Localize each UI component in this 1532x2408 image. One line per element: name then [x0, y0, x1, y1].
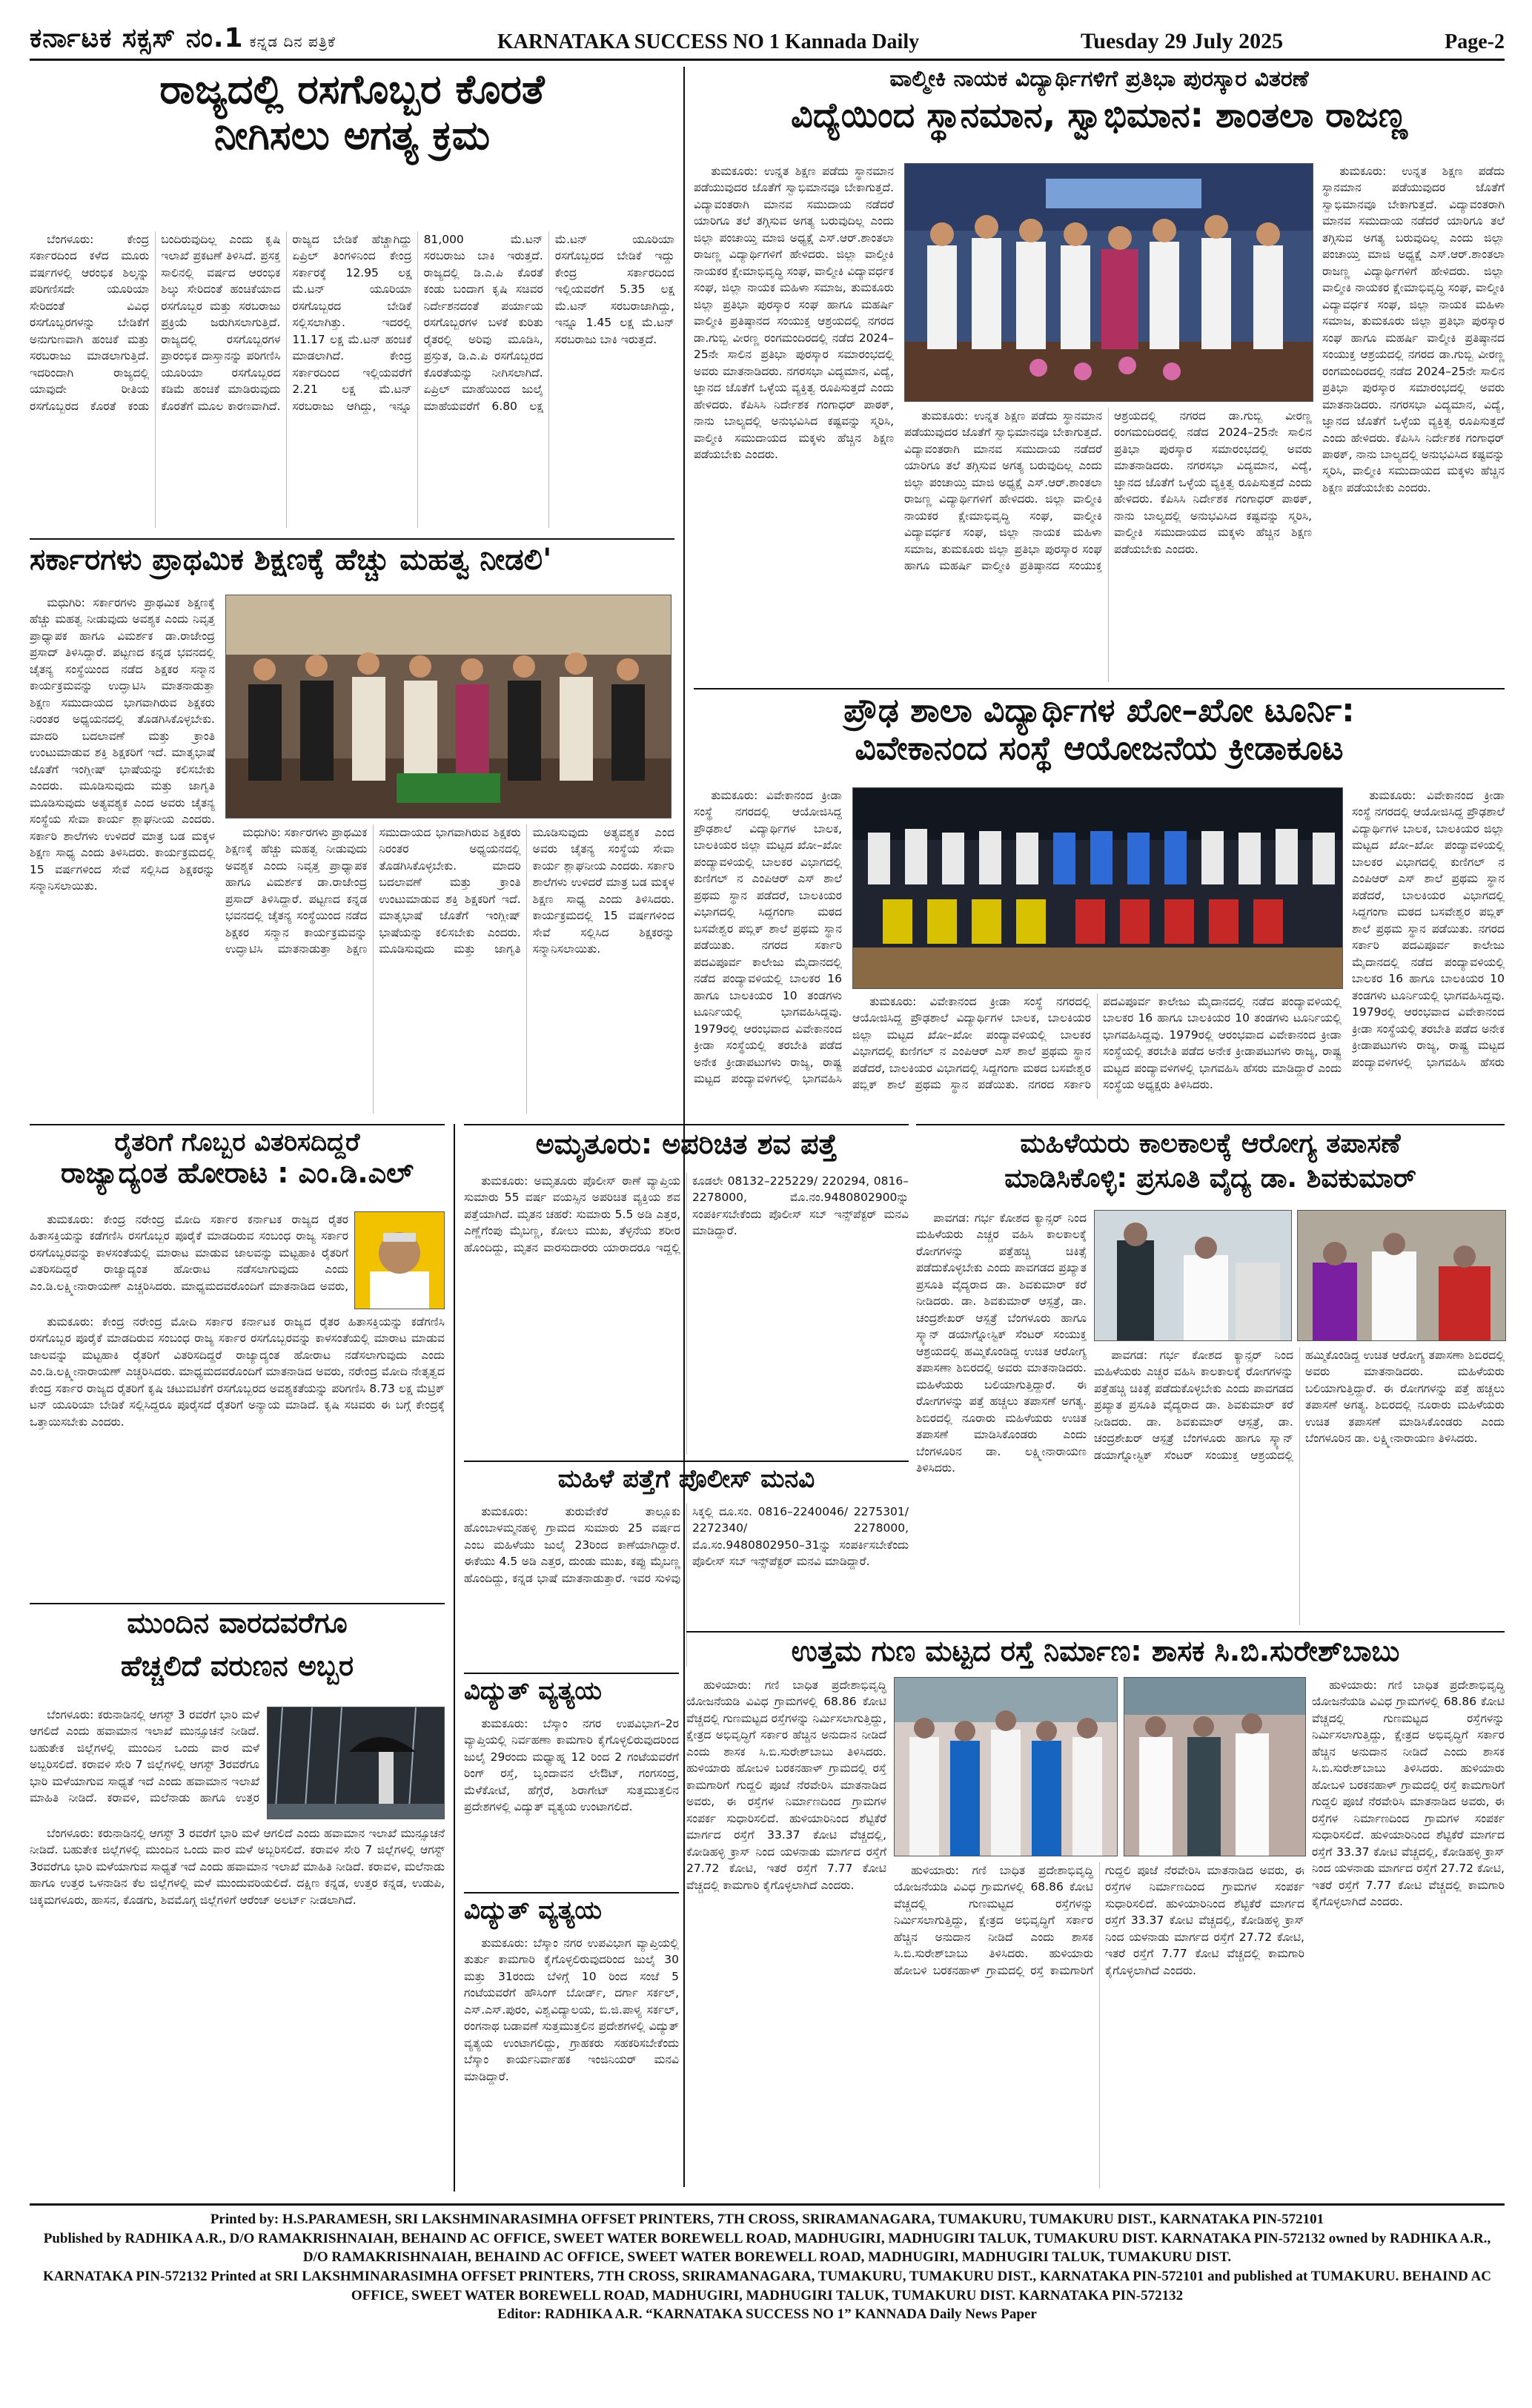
masthead — [30, 16, 1505, 61]
imprint-printed-by: Printed by: H.S.PARAMESH, SRI LAKSHMINARASIMHA OFFSET PRINTERS, 7TH CROSS, SRIRAMANAGARA, TUMAKURU, TUMAKURU DIST., KARNATAKA PIN-572101 — [210, 2212, 1324, 2227]
section-divider — [694, 688, 1505, 689]
article-power-1 — [464, 1677, 679, 1706]
article-rain-headline-1: ಮುಂದಿನ ವಾರದವರೆಗೂ — [127, 1607, 348, 1639]
photo-md-lakshminarayan — [354, 1211, 445, 1309]
article-health-text: ಪಾವಗಡ: ಗರ್ಭ ಕೋಶದ ಕ್ಯಾನ್ಸರ್ ನಿಂದ ಮಹಿಳೆಯರು ಎಚ್ಚರ ವಹಿಸಿ ಕಾಲಕಾಲಕ್ಕೆ ರೋಗಗಳನ್ನು ಪತ್ತೆಹಚ್ಚಿ ಚಿಕಿತ್ಸೆ ಪಡೆದುಕೊಳ್ಳಬೇಕು ಎಂದು ಪಾವಗಡದ ಪ್ರಖ್ಯಾತ ಪ್ರಸೂತಿ ವೈದ್ಯರಾದ ಡಾ. ಶಿವಕುಮಾರ್ ಕರೆ ನೀಡಿದರು. ಡಾ. ಶಿವಕುಮಾರ್ ಆಸ್ಪತ್ರೆ, ಡಾ. ಚಂದ್ರಶೇಖರ್ ಆಸ್ಪತ್ರೆ ಬೆಂಗಳೂರು ಹಾಗೂ ಸ್ಕ್ಯಾನ್ ಡಯಾಗ್ನೋಸ್ಟಿಕ್ ಸೆಂಟರ್ ಸಂಯುಕ್ತ ಆಶ್ರಯದಲ್ಲಿ ಹಮ್ಮಿಕೊಂಡಿದ್ದ ಉಚಿತ ಆರೋಗ್ಯ ತಪಾಸಣಾ ಶಿಬಿರದಲ್ಲಿ ಅವರು ಮಾತನಾಡಿದರು. ಮಹಿಳೆಯರು ಬಲಿಯಾಗುತ್ತಿದ್ದಾರೆ. ಈ ರೋಗಗಳನ್ನು ಪತ್ತೆ ಹಚ್ಚಲು ತಪಾಸಣೆ ಅಗತ್ಯ. ಶಿಬಿರದಲ್ಲಿ ನೂರಾರು ಮಹಿಳೆಯರು ಉಚಿತ ತಪಾಸಣೆ ಮಾಡಿಸಿಕೊಂಡರು ಎಂದು ಬೆಂಗಳೂರಿನ ಡಾ. ಲಕ್ಷ್ಮೀನಾರಾಯಣ ತಿಳಿಸಿದರು. — [916, 1211, 1087, 1475]
article-missing-headline: ಮಹಿಳೆ ಪತ್ತೆಗೆ ಪೊಲೀಸ್ ಮನವಿ — [557, 1464, 815, 1494]
article-khokho-text: ತುಮಕೂರು: ವಿವೇಕಾನಂದ ಕ್ರೀಡಾ ಸಂಸ್ಥೆ ನಗರದಲ್ಲಿ ಆಯೋಜಿಸಿದ್ದ ಪ್ರೌಢಶಾಲೆ ವಿದ್ಯಾರ್ಥಿಗಳ ಬಾಲಕ, ಬಾಲಕಿಯರ ಜಿಲ್ಲಾ ಮಟ್ಟದ ಖೋ–ಖೋ ಪಂದ್ಯಾವಳಿಯಲ್ಲಿ ಬಾಲಕರ ವಿಭಾಗದಲ್ಲಿ ಕುಣಿಗಲ್ ನ ಎಂಪಿಆರ್ ಎಸ್ ಶಾಲೆ ಪ್ರಥಮ ಸ್ಥಾನ ಪಡೆದರೆ, ಬಾಲಕಿಯರ ವಿಭಾಗದಲ್ಲಿ ಸಿದ್ದಗಂಗಾ ಮಠದ ಬಸವೇಶ್ವರ ಪಬ್ಲಿಕ್ ಶಾಲೆ ಪ್ರಥಮ ಸ್ಥಾನ ಪಡೆಯಿತು. ನಗರದ ಸರ್ಕಾರಿ ಪದವಿಪೂರ್ವ ಕಾಲೇಜು ಮೈದಾನದಲ್ಲಿ ನಡೆದ ಪಂದ್ಯಾವಳಿಯಲ್ಲಿ ಬಾಲಕರ 16 ಹಾಗೂ ಬಾಲಕಿಯರ 10 ತಂಡಗಳು ಟೂರ್ನಿಯಲ್ಲಿ ಭಾಗವಹಿಸಿದ್ದವು. 1979ರಲ್ಲಿ ಆರಂಭವಾದ ವಿವೇಕಾನಂದ ಕ್ರೀಡಾ ಸಂಸ್ಥೆಯಲ್ಲಿ ತರಬೇತಿ ಪಡೆದ ಅನೇಕ ಕ್ರೀಡಾಪಟುಗಳು ರಾಜ್ಯ, ರಾಷ್ಟ್ರ ಮಟ್ಟದ ಪಂದ್ಯಾವಳಿಗಳಲ್ಲಿ ಭಾಗವಹಿಸಿ — [694, 789, 842, 1085]
article-fertilizer-body — [30, 231, 674, 528]
article-road — [686, 1635, 1505, 1668]
article-protest-headline-1: ರೈತರಿಗೆ ಗೊಬ್ಬರ ವಿತರಿಸದಿದ್ದರೆ — [114, 1128, 360, 1157]
article-health-body-bottom — [1094, 1347, 1505, 1625]
article-rain-text-continued: ಬೆಂಗಳೂರು: ಕರುನಾಡಿನಲ್ಲಿ ಆಗಸ್ಟ್ 3 ರವರೆಗೆ ಭಾರಿ ಮಳೆ ಆಗಲಿದೆ ಎಂದು ಹವಾಮಾನ ಇಲಾಖೆ ಮುನ್ಸೂಚನೆ ನೀಡಿದೆ. ಬಹುತೇಕ ಜಿಲ್ಲೆಗಳಲ್ಲಿ ಮುಂದಿನ ಒಂದು ವಾರ ಮಳೆ ಅಬ್ಬರಿಸಲಿದೆ. ಕರಾವಳಿ ಸೇರಿ 7 ಜಿಲ್ಲೆಗಳಲ್ಲಿ ಆಗಸ್ಟ್ 3ರವರೆಗೂ ಭಾರಿ ಮಳೆಯಾಗುವ ಸಾಧ್ಯತೆ ಇದೆ ಎಂದು ಹವಾಮಾನ ಇಲಾಖೆ ಮಾಹಿತಿ ನೀಡಿದೆ. ಕರಾವಳಿ, ಮಲೆನಾಡು ಹಾಗೂ ಉತ್ತರ ಒಳನಾಡಿನ ಕೆಲ ಜಿಲ್ಲೆಗಳಲ್ಲಿ ಮಳೆ ಮುಂದುವರಿಯಲಿದೆ. ದಕ್ಷಿಣ ಕನ್ನಡ, ಉತ್ತರ ಕನ್ನಡ, ಉಡುಪಿ, ಚಿಕ್ಕಮಗಳೂರು, ಹಾಸನ, ಕೊಡಗು, ಶಿವಮೊಗ್ಗ ಜಿಲ್ಲೆಗಳಿಗೆ ಆರೆಂಜ್ ಅಲರ್ಟ್ ನೀಡಲಾಗಿದೆ. — [30, 1827, 445, 1907]
article-fertilizer-headline-2: ನೀಗಿಸಲು ಅಗತ್ಯ ಕ್ರಮ — [213, 112, 491, 159]
imprint-footer — [30, 2203, 1505, 2324]
article-valmiki — [694, 67, 1505, 134]
article-khokho-text-bottom: ತುಮಕೂರು: ವಿವೇಕಾನಂದ ಕ್ರೀಡಾ ಸಂಸ್ಥೆ ನಗರದಲ್ಲಿ ಆಯೋಜಿಸಿದ್ದ ಪ್ರೌಢಶಾಲೆ ವಿದ್ಯಾರ್ಥಿಗಳ ಬಾಲಕ, ಬಾಲಕಿಯರ ಜಿಲ್ಲಾ ಮಟ್ಟದ ಖೋ–ಖೋ ಪಂದ್ಯಾವಳಿಯಲ್ಲಿ ಬಾಲಕರ ವಿಭಾಗದಲ್ಲಿ ಕುಣಿಗಲ್ ನ ಎಂಪಿಆರ್ ಎಸ್ ಶಾಲೆ ಪ್ರಥಮ ಸ್ಥಾನ ಪಡೆದರೆ, ಬಾಲಕಿಯರ ವಿಭಾಗದಲ್ಲಿ ಸಿದ್ದಗಂಗಾ ಮಠದ ಬಸವೇಶ್ವರ ಪಬ್ಲಿಕ್ ಶಾಲೆ ಪ್ರಥಮ ಸ್ಥಾನ ಪಡೆಯಿತು. ನಗರದ ಸರ್ಕಾರಿ ಪದವಿಪೂರ್ವ ಕಾಲೇಜು ಮೈದಾನದಲ್ಲಿ ನಡೆದ ಪಂದ್ಯಾವಳಿಯಲ್ಲಿ ಬಾಲಕರ 16 ಹಾಗೂ ಬಾಲಕಿಯರ 10 ತಂಡಗಳು ಟೂರ್ನಿಯಲ್ಲಿ ಭಾಗವಹಿಸಿದ್ದವು. 1979ರಲ್ಲಿ ಆರಂಭವಾದ ವಿವೇಕಾನಂದ ಕ್ರೀಡಾ ಸಂಸ್ಥೆಯಲ್ಲಿ ತರಬೇತಿ ಪಡೆದ ಅನೇಕ ಕ್ರೀಡಾಪಟುಗಳು ರಾಜ್ಯ, ರಾಷ್ಟ್ರ ಮಟ್ಟದ ಪಂದ್ಯಾವಳಿಗಳಲ್ಲಿ ಭಾಗವಹಿಸಿ ಹೆಸರು ಮಾಡಿದ್ದಾರೆ ಎಂದು ಸಂಸ್ಥೆಯ ಅಧ್ಯಕ್ಷರು ತಿಳಿಸಿದರು. — [852, 995, 1342, 1092]
photo-rain-umbrella — [267, 1707, 445, 1819]
article-valmiki-kicker: ವಾಲ್ಮೀಕಿ ನಾಯಕ ವಿದ್ಯಾರ್ಥಿಗಳಿಗೆ ಪ್ರತಿಭಾ ಪುರಸ್ಕಾರ ವಿತರಣೆ — [889, 66, 1309, 92]
article-khokho-headline-1: ಪ್ರೌಢ ಶಾಲಾ ವಿದ್ಯಾರ್ಥಿಗಳ ಖೋ–ಖೋ ಟೂರ್ನಿ: — [843, 692, 1355, 730]
article-road-body-left — [686, 1677, 886, 2189]
article-protest — [30, 1128, 445, 1190]
article-power-2-body — [464, 1935, 679, 2187]
article-valmiki-text: ತುಮಕೂರು: ಉನ್ನತ ಶಿಕ್ಷಣ ಪಡೆದು ಸ್ಥಾನಮಾನ ಪಡೆಯುವುದರ ಜೊತೆಗೆ ಸ್ವಾಭಿಮಾನವೂ ಬೇಕಾಗುತ್ತದೆ. ವಿದ್ಯಾವಂತರಾಗಿ ಮಾನವ ಸಮುದಾಯ ನಡೆದರೆ ಯಾರಿಗೂ ತಲೆ ತಗ್ಗಿಸುವ ಅಗತ್ಯ ಬರುವುದಿಲ್ಲ ಎಂದು ಜಿಲ್ಲಾ ಪಂಚಾಯ್ತಿ ಮಾಜಿ ಅಧ್ಯಕ್ಷೆ ಎಸ್.ಆರ್.ಶಾಂತಲಾ ರಾಜಣ್ಣ ವಿದ್ಯಾರ್ಥಿಗಳಿಗೆ ಹೇಳಿದರು. ಜಿಲ್ಲಾ ವಾಲ್ಮೀಕಿ ನಾಯಕರ ಕ್ಷೇಮಾಭಿವೃದ್ಧಿ ಸಂಘ, ವಾಲ್ಮೀಕಿ ವಿದ್ಯಾವರ್ಧಕ ಸಂಘ, ಜಿಲ್ಲಾ ನಾಯಕ ಮಹಿಳಾ ಸಮಾಜ, ತುಮಕೂರು ಜಿಲ್ಲಾ ಪ್ರತಿಭಾ ಪುರಸ್ಕಾರ ಸಂಘ ಹಾಗೂ ಮಹರ್ಷಿ ವಾಲ್ಮೀಕಿ ಪ್ರತಿಷ್ಠಾನದ ಸಂಯುಕ್ತ ಆಶ್ರಯದಲ್ಲಿ ನಗರದ ಡಾ.ಗುಬ್ಬಿ ವೀರಣ್ಣ ರಂಗಮಂದಿರದಲ್ಲಿ ನಡೆದ 2024–25ನೇ ಸಾಲಿನ ಪ್ರತಿಭಾ ಪುರಸ್ಕಾರ ಸಮಾರಂಭದಲ್ಲಿ ಅವರು ಮಾತನಾಡಿದರು. ನಗರಸಭಾ ವಿದ್ಯಮಾನ, ವಿದ್ಯೆ, ಜ್ಞಾನದ ಜೊತೆಗೆ ಒಳ್ಳೆಯ ವ್ಯಕ್ತಿತ್ವ ರೂಪಿಸುತ್ತದೆ ಎಂದು ಹೇಳಿದರು. ಕೆಪಿಸಿಸಿ ನಿರ್ದೇಶಕ ಗಂಗಾಧರ್ ಪಾಠಕ್, ನಾನು ಬಾಲ್ಯದಲ್ಲಿ ಅನುಭವಿಸಿದ ಕಷ್ಟವನ್ನು ಸ್ಮರಿಸಿ, ವಾಲ್ಮೀಕಿ ಸಮುದಾಯದ ಮಕ್ಕಳು ಹೆಚ್ಚಿನ ಶಿಕ್ಷಣ ಪಡೆಯಬೇಕು ಎಂದರು. — [694, 165, 894, 461]
section-divider — [464, 1124, 909, 1125]
photo-road-inauguration-2 — [1124, 1677, 1306, 1856]
article-khokho-body-bottom — [852, 993, 1342, 1099]
brand-tagline: ಕನ್ನಡ ದಿನ ಪತ್ರಿಕೆ — [249, 33, 336, 50]
photo-teachers-felicitation — [225, 595, 672, 818]
article-valmiki-text-continued: ತುಮಕೂರು: ಉನ್ನತ ಶಿಕ್ಷಣ ಪಡೆದು ಸ್ಥಾನಮಾನ ಪಡೆಯುವುದರ ಜೊತೆಗೆ ಸ್ವಾಭಿಮಾನವೂ ಬೇಕಾಗುತ್ತದೆ. ವಿದ್ಯಾವಂತರಾಗಿ ಮಾನವ ಸಮುದಾಯ ನಡೆದರೆ ಯಾರಿಗೂ ತಲೆ ತಗ್ಗಿಸುವ ಅಗತ್ಯ ಬರುವುದಿಲ್ಲ ಎಂದು ಜಿಲ್ಲಾ ಪಂಚಾಯ್ತಿ ಮಾಜಿ ಅಧ್ಯಕ್ಷೆ ಎಸ್.ಆರ್.ಶಾಂತಲಾ ರಾಜಣ್ಣ ವಿದ್ಯಾರ್ಥಿಗಳಿಗೆ ಹೇಳಿದರು. ಜಿಲ್ಲಾ ವಾಲ್ಮೀಕಿ ನಾಯಕರ ಕ್ಷೇಮಾಭಿವೃದ್ಧಿ ಸಂಘ, ವಾಲ್ಮೀಕಿ ವಿದ್ಯಾವರ್ಧಕ ಸಂಘ, ಜಿಲ್ಲಾ ನಾಯಕ ಮಹಿಳಾ ಸಮಾಜ, ತುಮಕೂರು ಜಿಲ್ಲಾ ಪ್ರತಿಭಾ ಪುರಸ್ಕಾರ ಸಂಘ ಹಾಗೂ ಮಹರ್ಷಿ ವಾಲ್ಮೀಕಿ ಪ್ರತಿಷ್ಠಾನದ ಸಂಯುಕ್ತ ಆಶ್ರಯದಲ್ಲಿ ನಗರದ ಡಾ.ಗುಬ್ಬಿ ವೀರಣ್ಣ ರಂಗಮಂದಿರದಲ್ಲಿ ನಡೆದ 2024–25ನೇ ಸಾಲಿನ ಪ್ರತಿಭಾ ಪುರಸ್ಕಾರ ಸಮಾರಂಭದಲ್ಲಿ ಅವರು ಮಾತನಾಡಿದರು. ನಗರಸಭಾ ವಿದ್ಯಮಾನ, ವಿದ್ಯೆ, ಜ್ಞಾನದ ಜೊತೆಗೆ ಒಳ್ಳೆಯ ವ್ಯಕ್ತಿತ್ವ ರೂಪಿಸುತ್ತದೆ ಎಂದು ಹೇಳಿದರು. ಕೆಪಿಸಿಸಿ ನಿರ್ದೇಶಕ ಗಂಗಾಧರ್ ಪಾಠಕ್, ನಾನು ಬಾಲ್ಯದಲ್ಲಿ ಅನುಭವಿಸಿದ ಕಷ್ಟವನ್ನು ಸ್ಮರಿಸಿ, ವಾಲ್ಮೀಕಿ ಸಮುದಾಯದ ಮಕ್ಕಳು ಹೆಚ್ಚಿನ ಶಿಕ್ಷಣ ಪಡೆಯಬೇಕು ಎಂದರು. — [1322, 165, 1505, 494]
article-corpse — [464, 1128, 909, 1161]
article-protest-body — [30, 1211, 348, 1308]
article-corpse-headline: ಅಮೃತೂರು: ಅಪರಿಚಿತ ಶವ ಪತ್ತೆ — [535, 1128, 838, 1160]
article-health-headline-1: ಮಹಿಳೆಯರು ಕಾಲಕಾಲಕ್ಕೆ ಆರೋಗ್ಯ ತಪಾಸಣೆ — [1020, 1128, 1401, 1159]
article-valmiki-body-right — [1322, 163, 1505, 682]
article-valmiki-text-bottom: ತುಮಕೂರು: ಉನ್ನತ ಶಿಕ್ಷಣ ಪಡೆದು ಸ್ಥಾನಮಾನ ಪಡೆಯುವುದರ ಜೊತೆಗೆ ಸ್ವಾಭಿಮಾನವೂ ಬೇಕಾಗುತ್ತದೆ. ವಿದ್ಯಾವಂತರಾಗಿ ಮಾನವ ಸಮುದಾಯ ನಡೆದರೆ ಯಾರಿಗೂ ತಲೆ ತಗ್ಗಿಸುವ ಅಗತ್ಯ ಬರುವುದಿಲ್ಲ ಎಂದು ಜಿಲ್ಲಾ ಪಂಚಾಯ್ತಿ ಮಾಜಿ ಅಧ್ಯಕ್ಷೆ ಎಸ್.ಆರ್.ಶಾಂತಲಾ ರಾಜಣ್ಣ ವಿದ್ಯಾರ್ಥಿಗಳಿಗೆ ಹೇಳಿದರು. ಜಿಲ್ಲಾ ವಾಲ್ಮೀಕಿ ನಾಯಕರ ಕ್ಷೇಮಾಭಿವೃದ್ಧಿ ಸಂಘ, ವಾಲ್ಮೀಕಿ ವಿದ್ಯಾವರ್ಧಕ ಸಂಘ, ಜಿಲ್ಲಾ ನಾಯಕ ಮಹಿಳಾ ಸಮಾಜ, ತುಮಕೂರು ಜಿಲ್ಲಾ ಪ್ರತಿಭಾ ಪುರಸ್ಕಾರ ಸಂಘ ಹಾಗೂ ಮಹರ್ಷಿ ವಾಲ್ಮೀಕಿ ಪ್ರತಿಷ್ಠಾನದ ಸಂಯುಕ್ತ ಆಶ್ರಯದಲ್ಲಿ ನಗರದ ಡಾ.ಗುಬ್ಬಿ ವೀರಣ್ಣ ರಂಗಮಂದಿರದಲ್ಲಿ ನಡೆದ 2024–25ನೇ ಸಾಲಿನ ಪ್ರತಿಭಾ ಪುರಸ್ಕಾರ ಸಮಾರಂಭದಲ್ಲಿ ಅವರು ಮಾತನಾಡಿದರು. ನಗರಸಭಾ ವಿದ್ಯಮಾನ, ವಿದ್ಯೆ, ಜ್ಞಾನದ ಜೊತೆಗೆ ಒಳ್ಳೆಯ ವ್ಯಕ್ತಿತ್ವ ರೂಪಿಸುತ್ತದೆ ಎಂದು ಹೇಳಿದರು. ಕೆಪಿಸಿಸಿ ನಿರ್ದೇಶಕ ಗಂಗಾಧರ್ ಪಾಠಕ್, ನಾನು ಬಾಲ್ಯದಲ್ಲಿ ಅನುಭವಿಸಿದ ಕಷ್ಟವನ್ನು ಸ್ಮರಿಸಿ, ವಾಲ್ಮೀಕಿ ಸಮುದಾಯದ ಮಕ್ಕಳು ಹೆಚ್ಚಿನ ಶಿಕ್ಷಣ ಪಡೆಯಬೇಕು ಎಂದರು. — [904, 409, 1312, 573]
column-divider — [683, 67, 685, 2187]
article-protest-headline-2: ರಾಜ್ಯಾದ್ಯಂತ ಹೋರಾಟ : ಎಂ.ಡಿ.ಎಲ್ — [60, 1157, 414, 1190]
photo-health-camp-2 — [1297, 1210, 1506, 1341]
brand-name: ಕರ್ನಾಟಕ ಸಕ್ಸಸ್ ನಂ.1 — [30, 23, 244, 53]
imprint-published-by: Published by RADHIKA A.R., D/O RAMAKRISHNAIAH, BEHAIND AC OFFICE, SWEET WATER BOREWELL ROAD, MADHUGIRI, MADHUGIRI TALUK, TUMAKURU DIST. KARNATAKA PIN-572132 owned by RADHIKA A.R., D/O RAMAKRISHNAIAH, BEHAIND AC OFFICE, SWEET WATER BOREWELL ROAD, MADHUGIRI, MADHUGIRI TALUK, TUMAKURU DIST. — [43, 2230, 1491, 2266]
article-valmiki-body-bottom — [904, 408, 1312, 682]
article-rain-text: ಬೆಂಗಳೂರು: ಕರುನಾಡಿನಲ್ಲಿ ಆಗಸ್ಟ್ 3 ರವರೆಗೆ ಭಾರಿ ಮಳೆ ಆಗಲಿದೆ ಎಂದು ಹವಾಮಾನ ಇಲಾಖೆ ಮುನ್ಸೂಚನೆ ನೀಡಿದೆ. ಬಹುತೇಕ ಜಿಲ್ಲೆಗಳಲ್ಲಿ ಮುಂದಿನ ಒಂದು ವಾರ ಮಳೆ ಅಬ್ಬರಿಸಲಿದೆ. ಕರಾವಳಿ ಸೇರಿ 7 ಜಿಲ್ಲೆಗಳಲ್ಲಿ ಆಗಸ್ಟ್ 3ರವರೆಗೂ ಭಾರಿ ಮಳೆಯಾಗುವ ಸಾಧ್ಯತೆ ಇದೆ ಎಂದು ಹವಾಮಾನ ಇಲಾಖೆ ಮಾಹಿತಿ ನೀಡಿದೆ. ಕರಾವಳಿ, ಮಲೆನಾಡು ಹಾಗೂ ಉತ್ತರ — [30, 1708, 259, 1805]
article-corpse-text: ತುಮಕೂರು: ಅಮೃತೂರು ಪೊಲೀಸ್ ಠಾಣೆ ವ್ಯಾಪ್ತಿಯ ಸುಮಾರು 55 ವರ್ಷ ವಯಸ್ಸಿನ ಅಪರಿಚಿತ ವ್ಯಕ್ತಿಯ ಶವ ಪತ್ತೆಯಾಗಿದೆ. ಮೃತನ ಚಹರೆ: ಸುಮಾರು 5.5 ಅಡಿ ಎತ್ತರ, ಎಣ್ಣೆಗೆಂಪು ಮೈಬಣ್ಣ, ಕೋಲು ಮುಖ, ತೆಳ್ಳನೆಯ ಶರೀರ ಹೊಂದಿದ್ದು, ಮೃತನ ವಾರಸುದಾರರು ಯಾರಾದರೂ ಇದ್ದಲ್ಲಿ ಕೂಡಲೇ 08132–225229/ 220294, 0816–2278000, ಮೊ.ನಂ.9480802900ನ್ನು ಸಂಪರ್ಕಿಸಬೇಕೆಂದು ಪೊಲೀಸ್ ಸಬ್ ಇನ್ಸ್‌ಪೆಕ್ಟರ್ ಮನವಿ ಮಾಡಿದ್ದಾರೆ. — [464, 1174, 909, 1254]
article-khokho-body-left — [694, 787, 842, 1099]
photo-health-camp-1 — [1094, 1210, 1292, 1341]
article-road-text-continued: ಹುಳಿಯಾರು: ಗಣಿ ಬಾಧಿತ ಪ್ರದೇಶಾಭಿವೃದ್ಧಿ ಯೋಜನೆಯಡಿ ವಿವಿಧ ಗ್ರಾಮಗಳಲ್ಲಿ 68.86 ಕೋಟಿ ವೆಚ್ಚದಲ್ಲಿ ಗುಣಮಟ್ಟದ ರಸ್ತೆಗಳನ್ನು ನಿರ್ಮಿಸಲಾಗುತ್ತಿದ್ದು, ಕ್ಷೇತ್ರದ ಅಭಿವೃದ್ಧಿಗೆ ಸರ್ಕಾರ ಹೆಚ್ಚಿನ ಅನುದಾನ ನೀಡಿದೆ ಎಂದು ಶಾಸಕ ಸಿ.ಬಿ.ಸುರೇಶ್‌ಬಾಬು ತಿಳಿಸಿದರು. ಹುಳಿಯಾರು ಹೋಬಳಿ ಬರಕನಹಾಳ್ ಗ್ರಾಮದಲ್ಲಿ ರಸ್ತೆ ಕಾಮಗಾರಿಗೆ ಗುದ್ದಲಿ ಪೂಜೆ ನೆರವೇರಿಸಿ ಮಾತನಾಡಿದ ಅವರು, ಈ ರಸ್ತೆಗಳ ನಿರ್ಮಾಣದಿಂದ ಗ್ರಾಮಗಳ ಸಂಪರ್ಕ ಸುಧಾರಿಸಲಿದೆ. ಹುಳಿಯಾರಿನಿಂದ ಶೆಟ್ಟಿಕೆರೆ ಮಾರ್ಗದ ರಸ್ತೆಗೆ 33.37 ಕೋಟಿ ವೆಚ್ಚದಲ್ಲಿ, ಕೋಡಿಹಳ್ಳಿ ಕ್ರಾಸ್ ನಿಂದ ಯಳನಾಡು ಮಾರ್ಗದ ರಸ್ತೆಗೆ 27.72 ಕೋಟಿ, ಇತರೆ ರಸ್ತೆಗೆ 7.77 ಕೋಟಿ ವೆಚ್ಚದಲ್ಲಿ ಕಾಮಗಾರಿ ಕೈಗೊಳ್ಳಲಾಗಿದೆ ಎಂದರು. — [1312, 1678, 1505, 1909]
section-divider — [686, 1631, 1505, 1633]
page-number: Page-2 — [1445, 30, 1505, 53]
article-valmiki-headline: ವಿದ್ಯೆಯಿಂದ ಸ್ಥಾನಮಾನ, ಸ್ವಾಭಿಮಾನ: ಶಾಂತಲಾ ರಾಜಣ್ಣ — [791, 94, 1407, 135]
article-primary-body-bottom — [225, 824, 674, 1114]
article-khokho-body-right — [1352, 787, 1505, 1099]
article-khokho-headline-2: ವಿವೇಕಾನಂದ ಸಂಸ್ಥೆ ಆಯೋಜನೆಯ ಕ್ರೀಡಾಕೂಟ — [855, 729, 1344, 767]
article-health-body-left — [916, 1210, 1087, 1625]
article-primary-text: ಮಧುಗಿರಿ: ಸರ್ಕಾರಗಳು ಪ್ರಾಥಮಿಕ ಶಿಕ್ಷಣಕ್ಕೆ ಹೆಚ್ಚು ಮಹತ್ವ ನೀಡುವುದು ಅವಶ್ಯಕ ಎಂದು ನಿವೃತ್ತ ಪ್ರಾಧ್ಯಾಪಕ ಹಾಗೂ ವಿಮರ್ಶಕ ಡಾ.ರಾಜೇಂದ್ರ ಪ್ರಸಾದ್ ತಿಳಿಸಿದ್ದಾರೆ. ಪಟ್ಟಣದ ಕನ್ನಡ ಭವನದಲ್ಲಿ ಚೈತನ್ಯ ಸಂಸ್ಥೆಯಿಂದ ನಡೆದ ಶಿಕ್ಷಕರ ಸನ್ಮಾನ ಕಾರ್ಯಕ್ರಮವನ್ನು ಉದ್ಘಾಟಿಸಿ ಮಾತನಾಡುತ್ತಾ ಶಿಕ್ಷಣ ಸಮುದಾಯದ ಭಾಗವಾಗಿರುವ ಶಿಕ್ಷಕರು ನಿರಂತರ ಅಧ್ಯಯನದಲ್ಲಿ ತೊಡಗಿಸಿಕೊಳ್ಳಬೇಕು. ಮಾದರಿ ಬದಲಾವಣೆ ಮತ್ತು ಕ್ರಾಂತಿ ಉಂಟುಮಾಡುವ ಶಕ್ತಿ ಶಿಕ್ಷಕರಿಗೆ ಇದೆ. ಮಾತೃಭಾಷೆ ಜೊತೆಗೆ ಇಂಗ್ಲೀಷ್ ಭಾಷೆಯನ್ನು ಕಲಿಸಬೇಕು ಎಂದರು. ಮೂಡಿಸುವುದು ಮತ್ತು ಜಾಗೃತಿ ಮೂಡಿಸುವುದು ಅತ್ಯವಶ್ಯಕ ಎಂದ ಅವರು ಚೈತನ್ಯ ಸಂಸ್ಥೆಯ ಸೇವಾ ಕಾರ್ಯ ಶ್ಲಾಘನೀಯ ಎಂದರು. ಸರ್ಕಾರಿ ಶಾಲೆಗಳು ಉಳಿದರೆ ಮಾತ್ರ ಬಡ ಮಕ್ಕಳ ಶಿಕ್ಷಣ ಸಾಧ್ಯ ಎಂದು ತಿಳಿಸಿದರು. ಕಾರ್ಯಕ್ರಮದಲ್ಲಿ 15 ವರ್ಷಗಳಿಂದ ಸೇವೆ ಸಲ್ಲಿಸಿದ ಶಿಕ್ಷಕರನ್ನು ಸನ್ಮಾನಿಸಲಾಯಿತು. — [30, 596, 215, 893]
article-rain-headline-2: ಹೆಚ್ಚಲಿದೆ ವರುಣನ ಅಬ್ಬರ — [120, 1649, 354, 1682]
section-divider — [30, 1603, 445, 1604]
masthead-date: Tuesday 29 July 2025 — [1081, 29, 1284, 53]
newspaper-page — [30, 16, 1505, 2389]
masthead-brand — [30, 23, 336, 54]
article-corpse-body — [464, 1173, 909, 1455]
article-road-body-bottom — [894, 1862, 1304, 2189]
imprint-printed-at: KARNATAKA PIN-572132 Printed at SRI LAKSHMINARASIMHA OFFSET PRINTERS, 7TH CROSS, SRIRAMANAGARA, TUMAKURU, TUMAKURU DIST., KARNATAKA PIN-572101 and published at TUMAKURU. BEHAIND AC OFFICE, SWEET WATER BOREWELL ROAD, MADHUGIRI, MADHUGIRI TALUK, TUMAKURU DIST. KARNATAKA PIN-572132 — [42, 2268, 1492, 2303]
article-valmiki-body-left — [694, 163, 894, 682]
section-divider — [30, 1124, 445, 1125]
photo-road-inauguration-1 — [894, 1677, 1118, 1856]
article-rain — [30, 1607, 445, 1682]
article-power-1-headline: ವಿದ್ಯುತ್ ವ್ಯತ್ಯಯ — [464, 1676, 602, 1706]
article-health-headline-2: ಮಾಡಿಸಿಕೊಳ್ಳಿ: ಪ್ರಸೂತಿ ವೈದ್ಯ ಡಾ. ಶಿವಕುಮಾರ್ — [1004, 1163, 1416, 1194]
section-divider — [464, 1461, 909, 1462]
photo-valmiki-award — [904, 163, 1313, 402]
article-power-1-body — [464, 1716, 679, 1886]
article-protest-text-continued: ತುಮಕೂರು: ಕೇಂದ್ರ ನರೇಂದ್ರ ಮೋದಿ ಸರ್ಕಾರ ಕರ್ನಾಟಕ ರಾಜ್ಯದ ರೈತರ ಹಿತಾಸಕ್ತಿಯನ್ನು ಕಡೆಗಣಿಸಿ ರಸಗೊಬ್ಬರ ಪೂರೈಕೆ ಮಾಡದಿರುವ ಸಂಬಂಧ ರಾಜ್ಯ ಸರ್ಕಾರ ರಸಗೊಬ್ಬರವನ್ನು ಕಾಳಸಂತೆಯಲ್ಲಿ ಮಾರಾಟ ಮಾಡುವ ಜಾಲವನ್ನು ಮಟ್ಟಹಾಕಿ ರೈತರಿಗೆ ವಿತರಿಸದಿದ್ದರೆ ರಾಜ್ಯಾದ್ಯಂತ ಹೋರಾಟ ನಡೆಸಲಾಗುವುದು ಎಂದು ಎಂ.ಡಿ.ಲಕ್ಷ್ಮೀನಾರಾಯಣ್ ಎಚ್ಚರಿಸಿದರು. ಮಾಧ್ಯಮದವರೊಂದಿಗೆ ಮಾತನಾಡಿದ ಅವರು, ನರೇಂದ್ರ ಮೋದಿ ನೇತೃತ್ವದ ಕೇಂದ್ರ ಸರ್ಕಾರ ರಾಜ್ಯದ ರೈತರಿಗೆ ಕೃಷಿ ಚಟುವಟಿಕೆಗೆ ರಸಗೊಬ್ಬರದ ಅವಶ್ಯಕತೆಯನ್ನು ಪರಿಗಣಿಸಿ 8.73 ಲಕ್ಷ ಮೆಟ್ರಿಕ್ ಟನ್ ಯೂರಿಯಾ ಬೇಡಿಕೆ ಸಲ್ಲಿಸಿದ್ದರೂ ಪೂರೈಸದೆ ರೈತರಿಗೆ ಅನ್ಯಾಯ ಮಾಡಿದೆ. ಕೃಷಿ ಸಚಿವರು ಈ ಬಗ್ಗೆ ಕೇಂದ್ರಕ್ಕೆ ಒತ್ತಾಯಿಸಬೇಕು ಎಂದರು. — [30, 1315, 445, 1429]
article-power-2 — [464, 1896, 679, 1925]
article-fertilizer-headline-1: ರಾಜ್ಯದಲ್ಲಿ ರಸಗೊಬ್ಬರ ಕೊರತೆ — [159, 66, 545, 113]
article-road-body-right — [1312, 1677, 1505, 2189]
photo-khokho-teams — [852, 787, 1343, 989]
article-health — [916, 1128, 1505, 1194]
article-road-text: ಹುಳಿಯಾರು: ಗಣಿ ಬಾಧಿತ ಪ್ರದೇಶಾಭಿವೃದ್ಧಿ ಯೋಜನೆಯಡಿ ವಿವಿಧ ಗ್ರಾಮಗಳಲ್ಲಿ 68.86 ಕೋಟಿ ವೆಚ್ಚದಲ್ಲಿ ಗುಣಮಟ್ಟದ ರಸ್ತೆಗಳನ್ನು ನಿರ್ಮಿಸಲಾಗುತ್ತಿದ್ದು, ಕ್ಷೇತ್ರದ ಅಭಿವೃದ್ಧಿಗೆ ಸರ್ಕಾರ ಹೆಚ್ಚಿನ ಅನುದಾನ ನೀಡಿದೆ ಎಂದು ಶಾಸಕ ಸಿ.ಬಿ.ಸುರೇಶ್‌ಬಾಬು ತಿಳಿಸಿದರು. ಹುಳಿಯಾರು ಹೋಬಳಿ ಬರಕನಹಾಳ್ ಗ್ರಾಮದಲ್ಲಿ ರಸ್ತೆ ಕಾಮಗಾರಿಗೆ ಗುದ್ದಲಿ ಪೂಜೆ ನೆರವೇರಿಸಿ ಮಾತನಾಡಿದ ಅವರು, ಈ ರಸ್ತೆಗಳ ನಿರ್ಮಾಣದಿಂದ ಗ್ರಾಮಗಳ ಸಂಪರ್ಕ ಸುಧಾರಿಸಲಿದೆ. ಹುಳಿಯಾರಿನಿಂದ ಶೆಟ್ಟಿಕೆರೆ ಮಾರ್ಗದ ರಸ್ತೆಗೆ 33.37 ಕೋಟಿ ವೆಚ್ಚದಲ್ಲಿ, ಕೋಡಿಹಳ್ಳಿ ಕ್ರಾಸ್ ನಿಂದ ಯಳನಾಡು ಮಾರ್ಗದ ರಸ್ತೆಗೆ 27.72 ಕೋಟಿ, ಇತರೆ ರಸ್ತೆಗೆ 7.77 ಕೋಟಿ ವೆಚ್ಚದಲ್ಲಿ ಕಾಮಗಾರಿ ಕೈಗೊಳ್ಳಲಾಗಿದೆ ಎಂದರು. — [686, 1678, 886, 1892]
article-fertilizer-text: ಬೆಂಗಳೂರು: ಕೇಂದ್ರ ಸರ್ಕಾರದಿಂದ ಕಳೆದ ಮೂರು ವರ್ಷಗಳಲ್ಲಿ ಆರಂಭಿಕ ಶಿಲ್ಕನ್ನು ಪರಿಗಣಿಸದೇ ಯೂರಿಯಾ ಸೇರಿದಂತೆ ವಿವಿಧ ರಸಗೊಬ್ಬರಗಳನ್ನು ಬೇಡಿಕೆಗೆ ಅನುಗುಣವಾಗಿ ಹಂಚಿಕೆ ಮತ್ತು ಸರಬರಾಜು ಮಾಡಲಾಗುತ್ತಿದೆ. ಇದರಿಂದಾಗಿ ರಾಜ್ಯದಲ್ಲಿ ಯಾವುದೇ ರೀತಿಯ ರಸಗೊಬ್ಬರದ ಕೊರತೆ ಕಂಡು ಬಂದಿರುವುದಿಲ್ಲ ಎಂದು ಕೃಷಿ ಇಲಾಖೆ ಪ್ರಕಟಣೆ ತಿಳಿಸಿದೆ. ಪ್ರಸಕ್ತ ಸಾಲಿನಲ್ಲಿ ವರ್ಷದ ಆರಂಭಿಕ ಶಿಲ್ಕು ಸೇರಿದಂತೆ ಹಂಚಿಕೆಯಾದ ರಸಗೊಬ್ಬರ ಮತ್ತು ಸರಬರಾಜು ಪ್ರಕ್ರಿಯೆ ಜರುಗಿಸಲಾಗುತ್ತಿದೆ. ರಾಜ್ಯದಲ್ಲಿ ರಸಗೊಬ್ಬರಗಳ ಪ್ರಾರಂಭಿಕ ದಾಸ್ತಾನನ್ನು ಪರಿಗಣಿಸಿ ಯೂರಿಯಾ ರಸಗೊಬ್ಬರದ ಕಡಿಮೆ ಹಂಚಿಕೆ ಮಾಡಿರುವುದು ಕೊರತೆಗೆ ಮೂಲ ಕಾರಣವಾಗಿದೆ. ರಾಜ್ಯದ ಬೇಡಿಕೆ ಹೆಚ್ಚಾಗಿದ್ದು ಏಪ್ರಿಲ್ ತಿಂಗಳಿನಿಂದ ಕೇಂದ್ರ ಸರ್ಕಾರಕ್ಕೆ 12.95 ಲಕ್ಷ ಮೆ.ಟನ್ ಯೂರಿಯಾ ರಸಗೊಬ್ಬರದ ಬೇಡಿಕೆ ಸಲ್ಲಿಸಲಾಗಿತ್ತು. ಇದರಲ್ಲಿ 11.17 ಲಕ್ಷ ಮೆ.ಟನ್ ಹಂಚಿಕೆ ಮಾಡಲಾಗಿದೆ. ಕೇಂದ್ರ ಸರ್ಕಾರದಿಂದ ಇಲ್ಲಿಯವರೆಗೆ 2.21 ಲಕ್ಷ ಮೆ.ಟನ್ ಸರಬರಾಜು ಆಗಿದ್ದು, ಇನ್ನೂ 81,000 ಮೆ.ಟನ್ ಸರಬರಾಜು ಬಾಕಿ ಇರುತ್ತದೆ. ರಾಜ್ಯದಲ್ಲಿ ಡಿ.ಎ.ಪಿ ಕೊರತೆ ಕಂಡು ಬಂದಾಗ ಕೃಷಿ ಸಚಿವರ ನಿರ್ದೇಶನದಂತೆ ಪರ್ಯಾಯ ರಸಗೊಬ್ಬರಗಳ ಬಳಕೆ ಕುರಿತು ರೈತರಲ್ಲಿ ಅರಿವು ಮೂಡಿಸಿ, ಪ್ರಸ್ತುತ, ಡಿ.ಎ.ಪಿ ರಸಗೊಬ್ಬರದ ಕೊರತೆಯನ್ನು ನೀಗಿಸಲಾಗಿದೆ. ಏಪ್ರಿಲ್ ಮಾಹೆಯಿಂದ ಜುಲೈ ಮಾಹೆಯವರೆಗೆ 6.80 ಲಕ್ಷ ಮೆ.ಟನ್ ಯೂರಿಯಾ ರಸಗೊಬ್ಬರದ ಬೇಡಿಕೆ ಇದ್ದು ಕೇಂದ್ರ ಸರ್ಕಾರದಿಂದ ಇಲ್ಲಿಯವರೆಗೆ 5.35 ಲಕ್ಷ ಮೆ.ಟನ್ ಸರಬರಾಜಾಗಿದ್ದು, ಇನ್ನೂ 1.45 ಲಕ್ಷ ಮೆ.ಟನ್ ಸರಬರಾಜು ಬಾಕಿ ಇರುತ್ತದೆ. — [30, 233, 674, 413]
article-health-text-continued: ಪಾವಗಡ: ಗರ್ಭ ಕೋಶದ ಕ್ಯಾನ್ಸರ್ ನಿಂದ ಮಹಿಳೆಯರು ಎಚ್ಚರ ವಹಿಸಿ ಕಾಲಕಾಲಕ್ಕೆ ರೋಗಗಳನ್ನು ಪತ್ತೆಹಚ್ಚಿ ಚಿಕಿತ್ಸೆ ಪಡೆದುಕೊಳ್ಳಬೇಕು ಎಂದು ಪಾವಗಡದ ಪ್ರಖ್ಯಾತ ಪ್ರಸೂತಿ ವೈದ್ಯರಾದ ಡಾ. ಶಿವಕುಮಾರ್ ಕರೆ ನೀಡಿದರು. ಡಾ. ಶಿವಕುಮಾರ್ ಆಸ್ಪತ್ರೆ, ಡಾ. ಚಂದ್ರಶೇಖರ್ ಆಸ್ಪತ್ರೆ ಬೆಂಗಳೂರು ಹಾಗೂ ಸ್ಕ್ಯಾನ್ ಡಯಾಗ್ನೋಸ್ಟಿಕ್ ಸೆಂಟರ್ ಸಂಯುಕ್ತ ಆಶ್ರಯದಲ್ಲಿ ಹಮ್ಮಿಕೊಂಡಿದ್ದ ಉಚಿತ ಆರೋಗ್ಯ ತಪಾಸಣಾ ಶಿಬಿರದಲ್ಲಿ ಅವರು ಮಾತನಾಡಿದರು. ಮಹಿಳೆಯರು ಬಲಿಯಾಗುತ್ತಿದ್ದಾರೆ. ಈ ರೋಗಗಳನ್ನು ಪತ್ತೆ ಹಚ್ಚಲು ತಪಾಸಣೆ ಅಗತ್ಯ. ಶಿಬಿರದಲ್ಲಿ ನೂರಾರು ಮಹಿಳೆಯರು ಉಚಿತ ತಪಾಸಣೆ ಮಾಡಿಸಿಕೊಂಡರು ಎಂದು ಬೆಂಗಳೂರಿನ ಡಾ. ಲಕ್ಷ್ಮೀನಾರಾಯಣ ತಿಳಿಸಿದರು. — [1094, 1349, 1505, 1462]
article-khokho-text-continued: ತುಮಕೂರು: ವಿವೇಕಾನಂದ ಕ್ರೀಡಾ ಸಂಸ್ಥೆ ನಗರದಲ್ಲಿ ಆಯೋಜಿಸಿದ್ದ ಪ್ರೌಢಶಾಲೆ ವಿದ್ಯಾರ್ಥಿಗಳ ಬಾಲಕ, ಬಾಲಕಿಯರ ಜಿಲ್ಲಾ ಮಟ್ಟದ ಖೋ–ಖೋ ಪಂದ್ಯಾವಳಿಯಲ್ಲಿ ಬಾಲಕರ ವಿಭಾಗದಲ್ಲಿ ಕುಣಿಗಲ್ ನ ಎಂಪಿಆರ್ ಎಸ್ ಶಾಲೆ ಪ್ರಥಮ ಸ್ಥಾನ ಪಡೆದರೆ, ಬಾಲಕಿಯರ ವಿಭಾಗದಲ್ಲಿ ಸಿದ್ದಗಂಗಾ ಮಠದ ಬಸವೇಶ್ವರ ಪಬ್ಲಿಕ್ ಶಾಲೆ ಪ್ರಥಮ ಸ್ಥಾನ ಪಡೆಯಿತು. ನಗರದ ಸರ್ಕಾರಿ ಪದವಿಪೂರ್ವ ಕಾಲೇಜು ಮೈದಾನದಲ್ಲಿ ನಡೆದ ಪಂದ್ಯಾವಳಿಯಲ್ಲಿ ಬಾಲಕರ 16 ಹಾಗೂ ಬಾಲಕಿಯರ 10 ತಂಡಗಳು ಟೂರ್ನಿಯಲ್ಲಿ ಭಾಗವಹಿಸಿದ್ದವು. 1979ರಲ್ಲಿ ಆರಂಭವಾದ ವಿವೇಕಾನಂದ ಕ್ರೀಡಾ ಸಂಸ್ಥೆಯಲ್ಲಿ ತರಬೇತಿ ಪಡೆದ ಅನೇಕ ಕ್ರೀಡಾಪಟುಗಳು ರಾಜ್ಯ, ರಾಷ್ಟ್ರ ಮಟ್ಟದ ಪಂದ್ಯಾವಳಿಗಳಲ್ಲಿ ಭಾಗವಹಿಸಿ ಹೆಸರು — [1352, 789, 1505, 1069]
article-power-2-text: ತುಮಕೂರು: ಬೆಸ್ಕಾಂ ನಗರ ಉಪವಿಭಾಗ ವ್ಯಾಪ್ತಿಯಲ್ಲಿ ತುರ್ತು ಕಾಮಗಾರಿ ಕೈಗೊಳ್ಳಲಿರುವುದರಿಂದ ಜುಲೈ 30 ಮತ್ತು 31ರಂದು ಬೆಳಿಗ್ಗೆ 10 ರಿಂದ ಸಂಜೆ 5 ಗಂಟೆಯವರೆಗೆ ಹೌಸಿಂಗ್ ಬೋರ್ಡ್, ದರ್ಗಾ ಸರ್ಕಲ್, ಎಸ್.ಎಸ್.ಪುರಂ, ವಿಶ್ವವಿದ್ಯಾಲಯ, ಬಿ.ಜಿ.ಪಾಳ್ಯ ಸರ್ಕಲ್, ರಂಗನಾಥ ಬಡಾವಣೆ ಸುತ್ತಮುತ್ತಲಿನ ಪ್ರದೇಶಗಳಲ್ಲಿ ವಿದ್ಯುತ್ ವ್ಯತ್ಯಯ ಉಂಟಾಗಲಿದ್ದು, ಗ್ರಾಹಕರು ಸಹಕರಿಸಬೇಕೆಂದು ಬೆಸ್ಕಾಂ ಕಾರ್ಯನಿರ್ವಾಹಕ ಇಂಜಿನಿಯರ್ ಮನವಿ ಮಾಡಿದ್ದಾರೆ. — [464, 1936, 679, 2083]
article-rain-body-bottom — [30, 1825, 445, 2189]
section-divider — [464, 1673, 679, 1674]
article-road-headline: ಉತ್ತಮ ಗುಣ ಮಟ್ಟದ ರಸ್ತೆ ನಿರ್ಮಾಣ: ಶಾಸಕ ಸಿ.ಬಿ.ಸುರೇಶ್‌ಬಾಬು — [791, 1635, 1400, 1667]
imprint-editor: Editor: RADHIKA A.R. “KARNATAKA SUCCESS NO 1” KANNADA Daily News Paper — [497, 2306, 1037, 2323]
article-primary-headline: ಸರ್ಕಾರಗಳು ಪ್ರಾಥಮಿಕ ಶಿಕ್ಷಣಕ್ಕೆ ಹೆಚ್ಚು ಮಹತ್ವ ನೀಡಲಿ' — [30, 543, 552, 577]
article-power-2-headline: ವಿದ್ಯುತ್ ವ್ಯತ್ಯಯ — [464, 1896, 602, 1925]
article-khokho — [694, 692, 1505, 767]
article-protest-text: ತುಮಕೂರು: ಕೇಂದ್ರ ನರೇಂದ್ರ ಮೋದಿ ಸರ್ಕಾರ ಕರ್ನಾಟಕ ರಾಜ್ಯದ ರೈತರ ಹಿತಾಸಕ್ತಿಯನ್ನು ಕಡೆಗಣಿಸಿ ರಸಗೊಬ್ಬರ ಪೂರೈಕೆ ಮಾಡದಿರುವ ಸಂಬಂಧ ರಾಜ್ಯ ಸರ್ಕಾರ ರಸಗೊಬ್ಬರವನ್ನು ಕಾಳಸಂತೆಯಲ್ಲಿ ಮಾರಾಟ ಮಾಡುವ ಜಾಲವನ್ನು ಮಟ್ಟಹಾಕಿ ರೈತರಿಗೆ ವಿತರಿಸದಿದ್ದರೆ ರಾಜ್ಯಾದ್ಯಂತ ಹೋರಾಟ ನಡೆಸಲಾಗುವುದು ಎಂದು ಎಂ.ಡಿ.ಲಕ್ಷ್ಮೀನಾರಾಯಣ್ ಎಚ್ಚರಿಸಿದರು. ಮಾಧ್ಯಮದವರೊಂದಿಗೆ ಮಾತನಾಡಿದ ಅವರು, — [30, 1213, 348, 1293]
section-divider — [464, 1892, 679, 1893]
article-rain-body-left — [30, 1707, 259, 1818]
section-divider — [30, 538, 674, 540]
column-divider — [454, 1124, 455, 2192]
article-road-text-bottom: ಹುಳಿಯಾರು: ಗಣಿ ಬಾಧಿತ ಪ್ರದೇಶಾಭಿವೃದ್ಧಿ ಯೋಜನೆಯಡಿ ವಿವಿಧ ಗ್ರಾಮಗಳಲ್ಲಿ 68.86 ಕೋಟಿ ವೆಚ್ಚದಲ್ಲಿ ಗುಣಮಟ್ಟದ ರಸ್ತೆಗಳನ್ನು ನಿರ್ಮಿಸಲಾಗುತ್ತಿದ್ದು, ಕ್ಷೇತ್ರದ ಅಭಿವೃದ್ಧಿಗೆ ಸರ್ಕಾರ ಹೆಚ್ಚಿನ ಅನುದಾನ ನೀಡಿದೆ ಎಂದು ಶಾಸಕ ಸಿ.ಬಿ.ಸುರೇಶ್‌ಬಾಬು ತಿಳಿಸಿದರು. ಹುಳಿಯಾರು ಹೋಬಳಿ ಬರಕನಹಾಳ್ ಗ್ರಾಮದಲ್ಲಿ ರಸ್ತೆ ಕಾಮಗಾರಿಗೆ ಗುದ್ದಲಿ ಪೂಜೆ ನೆರವೇರಿಸಿ ಮಾತನಾಡಿದ ಅವರು, ಈ ರಸ್ತೆಗಳ ನಿರ್ಮಾಣದಿಂದ ಗ್ರಾಮಗಳ ಸಂಪರ್ಕ ಸುಧಾರಿಸಲಿದೆ. ಹುಳಿಯಾರಿನಿಂದ ಶೆಟ್ಟಿಕೆರೆ ಮಾರ್ಗದ ರಸ್ತೆಗೆ 33.37 ಕೋಟಿ ವೆಚ್ಚದಲ್ಲಿ, ಕೋಡಿಹಳ್ಳಿ ಕ್ರಾಸ್ ನಿಂದ ಯಳನಾಡು ಮಾರ್ಗದ ರಸ್ತೆಗೆ 27.72 ಕೋಟಿ, ಇತರೆ ರಸ್ತೆಗೆ 7.77 ಕೋಟಿ ವೆಚ್ಚದಲ್ಲಿ ಕಾಮಗಾರಿ ಕೈಗೊಳ್ಳಲಾಗಿದೆ ಎಂದರು. — [894, 1864, 1304, 1977]
article-primary — [30, 543, 674, 577]
section-divider — [916, 1124, 1505, 1125]
article-protest-body-bottom — [30, 1314, 445, 1595]
article-primary-text-continued: ಮಧುಗಿರಿ: ಸರ್ಕಾರಗಳು ಪ್ರಾಥಮಿಕ ಶಿಕ್ಷಣಕ್ಕೆ ಹೆಚ್ಚು ಮಹತ್ವ ನೀಡುವುದು ಅವಶ್ಯಕ ಎಂದು ನಿವೃತ್ತ ಪ್ರಾಧ್ಯಾಪಕ ಹಾಗೂ ವಿಮರ್ಶಕ ಡಾ.ರಾಜೇಂದ್ರ ಪ್ರಸಾದ್ ತಿಳಿಸಿದ್ದಾರೆ. ಪಟ್ಟಣದ ಕನ್ನಡ ಭವನದಲ್ಲಿ ಚೈತನ್ಯ ಸಂಸ್ಥೆಯಿಂದ ನಡೆದ ಶಿಕ್ಷಕರ ಸನ್ಮಾನ ಕಾರ್ಯಕ್ರಮವನ್ನು ಉದ್ಘಾಟಿಸಿ ಮಾತನಾಡುತ್ತಾ ಶಿಕ್ಷಣ ಸಮುದಾಯದ ಭಾಗವಾಗಿರುವ ಶಿಕ್ಷಕರು ನಿರಂತರ ಅಧ್ಯಯನದಲ್ಲಿ ತೊಡಗಿಸಿಕೊಳ್ಳಬೇಕು. ಮಾದರಿ ಬದಲಾವಣೆ ಮತ್ತು ಕ್ರಾಂತಿ ಉಂಟುಮಾಡುವ ಶಕ್ತಿ ಶಿಕ್ಷಕರಿಗೆ ಇದೆ. ಮಾತೃಭಾಷೆ ಜೊತೆಗೆ ಇಂಗ್ಲೀಷ್ ಭಾಷೆಯನ್ನು ಕಲಿಸಬೇಕು ಎಂದರು. ಮೂಡಿಸುವುದು ಮತ್ತು ಜಾಗೃತಿ ಮೂಡಿಸುವುದು ಅತ್ಯವಶ್ಯಕ ಎಂದ ಅವರು ಚೈತನ್ಯ ಸಂಸ್ಥೆಯ ಸೇವಾ ಕಾರ್ಯ ಶ್ಲಾಘನೀಯ ಎಂದರು. ಸರ್ಕಾರಿ ಶಾಲೆಗಳು ಉಳಿದರೆ ಮಾತ್ರ ಬಡ ಮಕ್ಕಳ ಶಿಕ್ಷಣ ಸಾಧ್ಯ ಎಂದು ತಿಳಿಸಿದರು. ಕಾರ್ಯಕ್ರಮದಲ್ಲಿ 15 ವರ್ಷಗಳಿಂದ ಸೇವೆ ಸಲ್ಲಿಸಿದ ಶಿಕ್ಷಕರನ್ನು ಸನ್ಮಾನಿಸಲಾಯಿತು. — [225, 826, 674, 956]
article-missing — [464, 1465, 909, 1494]
article-fertilizer — [30, 67, 674, 245]
article-missing-text: ತುಮಕೂರು: ತುರುವೇಕೆರೆ ತಾಲ್ಲೂಕು ಹೊಂಬಾಳಮ್ಮನಹಳ್ಳಿ ಗ್ರಾಮದ ಸುಮಾರು 25 ವರ್ಷದ ಎಂಬ ಮಹಿಳೆಯು ಜುಲೈ 23ರಿಂದ ಕಾಣೆಯಾಗಿದ್ದಾರೆ. ಈಕೆಯು 4.5 ಅಡಿ ಎತ್ತರ, ದುಂಡು ಮುಖ, ಕಪ್ಪು ಮೈಬಣ್ಣ ಹೊಂದಿದ್ದು, ಕನ್ನಡ ಭಾಷೆ ಮಾತನಾಡುತ್ತಾರೆ. ಇವರ ಸುಳಿವು ಸಿಕ್ಕಲ್ಲಿ ದೂ.ಸಂ. 0816–2240046/ 2275301/ 2272340/ 2278000, ಮೊ.ಸಂ.9480802950–31ನ್ನು ಸಂಪರ್ಕಿಸಬೇಕೆಂದು ಪೊಲೀಸ್ ಸಬ್ ಇನ್ಸ್‌ಪೆಕ್ಟರ್ ಮನವಿ ಮಾಡಿದ್ದಾರೆ. — [464, 1505, 909, 1585]
article-power-1-text: ತುಮಕೂರು: ಬೆಸ್ಕಾಂ ನಗರ ಉಪವಿಭಾಗ–2ರ ವ್ಯಾಪ್ತಿಯಲ್ಲಿ ನಿರ್ವಹಣಾ ಕಾಮಗಾರಿ ಕೈಗೊಳ್ಳಲಿರುವುದರಿಂದ ಜುಲೈ 29ರಂದು ಮಧ್ಯಾಹ್ನ 12 ರಿಂದ 2 ಗಂಟೆಯವರೆಗೆ ರಿಂಗ್ ರಸ್ತೆ, ಬೃಂದಾವನ ಲೇಔಟ್, ಗಂಗಸಂದ್ರ, ಮೆಳೆಕೋಟೆ, ಹೆಗ್ಗೆರೆ, ಶಿರಾಗೇಟ್ ಸುತ್ತಮುತ್ತಲಿನ ಪ್ರದೇಶಗಳಲ್ಲಿ ವಿದ್ಯುತ್ ವ್ಯತ್ಯಯ ಉಂಟಾಗಲಿದೆ. — [464, 1717, 679, 1814]
masthead-title: KARNATAKA SUCCESS NO 1 Kannada Daily — [497, 30, 920, 53]
article-primary-body-left — [30, 595, 215, 1114]
